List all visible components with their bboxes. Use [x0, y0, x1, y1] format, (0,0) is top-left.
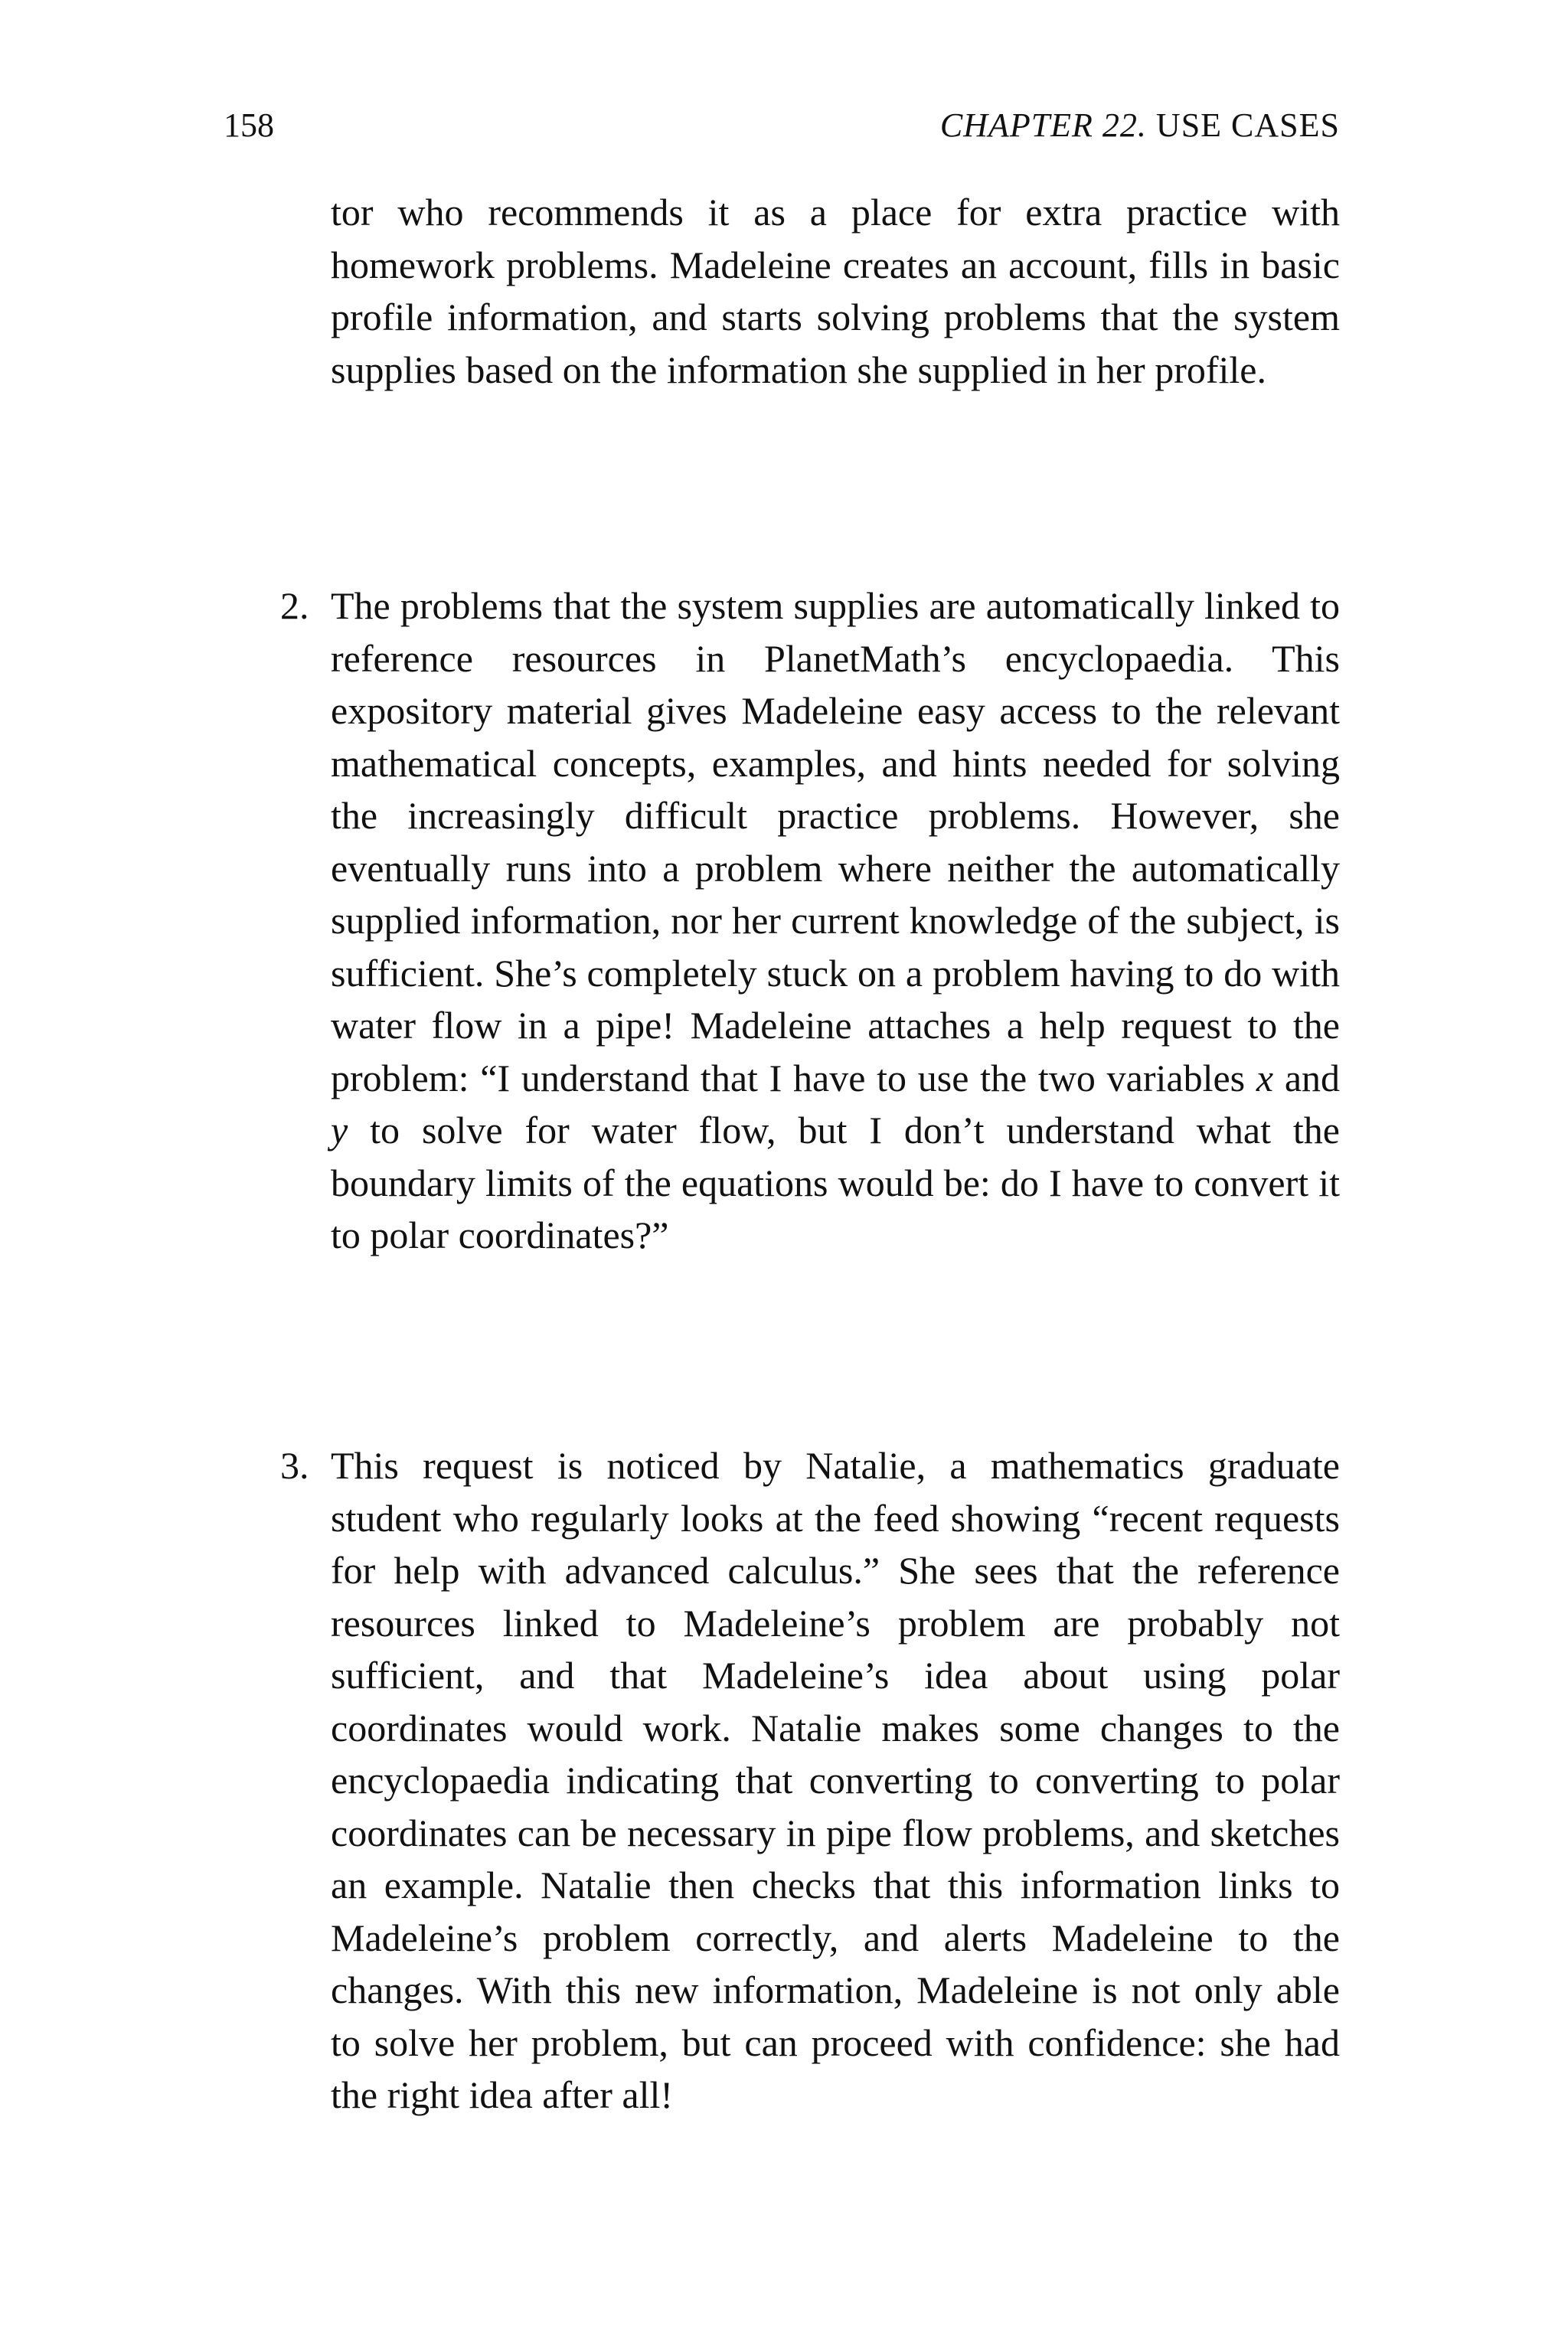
chapter-label: CHAPTER 22. [939, 106, 1147, 144]
list-item-2-number: 2. [280, 584, 309, 627]
chapter-title: USE CASES [1155, 106, 1340, 144]
list-item-2-text [331, 580, 1340, 1262]
page-number: 158 [224, 106, 274, 144]
math-variable-y: y [331, 1109, 348, 1152]
list-item-3-number: 3. [280, 1444, 309, 1487]
item-2-text-between: and [1284, 1056, 1341, 1099]
math-variable-x: x [1256, 1056, 1274, 1099]
list-item-1-continuation: tor who recommends it as a place for extra practice with homework problems. Madeleine creates an account, fills in basic profile information, and starts solving problems that the system supplies based on the information she supplied in her profile. [331, 191, 1340, 391]
list-item-3-text: This request is noticed by Natalie, a mathematics graduate student who regularly looks at the feed showing “recent requests for help with advanced calculus.” She sees that the reference resources linked to Madeleine’s problem are probably not sufficient, and that Madeleine’s idea about using polar coordinates would work. Natalie makes some changes to the encyclopaedia indicating that converting to converting to polar coordinates can be necessary in pipe flow problems, and sketches an example. Natalie then checks that this information links to Madeleine’s problem correctly, and alerts Madeleine to the changes. With this new information, Madeleine is not only able to solve her problem, but can proceed with confidence: she had the right idea after all! [331, 1444, 1340, 2116]
item-2-text-before: The problems that the system supplies are automatically linked to reference resources in PlanetMath’s encyclopaedia. This expository material gives Madeleine easy access to the relevant mathematical concepts, examples, and hints needed for solving the increasingly difficult practice problems. However, she eventually runs into a problem where neither the automatically supplied information, nor her current knowledge of the subject, is sufficient. She’s completely stuck on a problem having to do with water flow in a pipe! Madeleine attaches a help request to the problem: “I understand that I have to use the two variables [331, 584, 1340, 1099]
item-2-text-after: to solve for water flow, but I don’t understand what the boundary limits of the equations would be: do I have to convert it to polar coordinates?” [331, 1109, 1341, 1256]
running-head [940, 104, 1340, 147]
